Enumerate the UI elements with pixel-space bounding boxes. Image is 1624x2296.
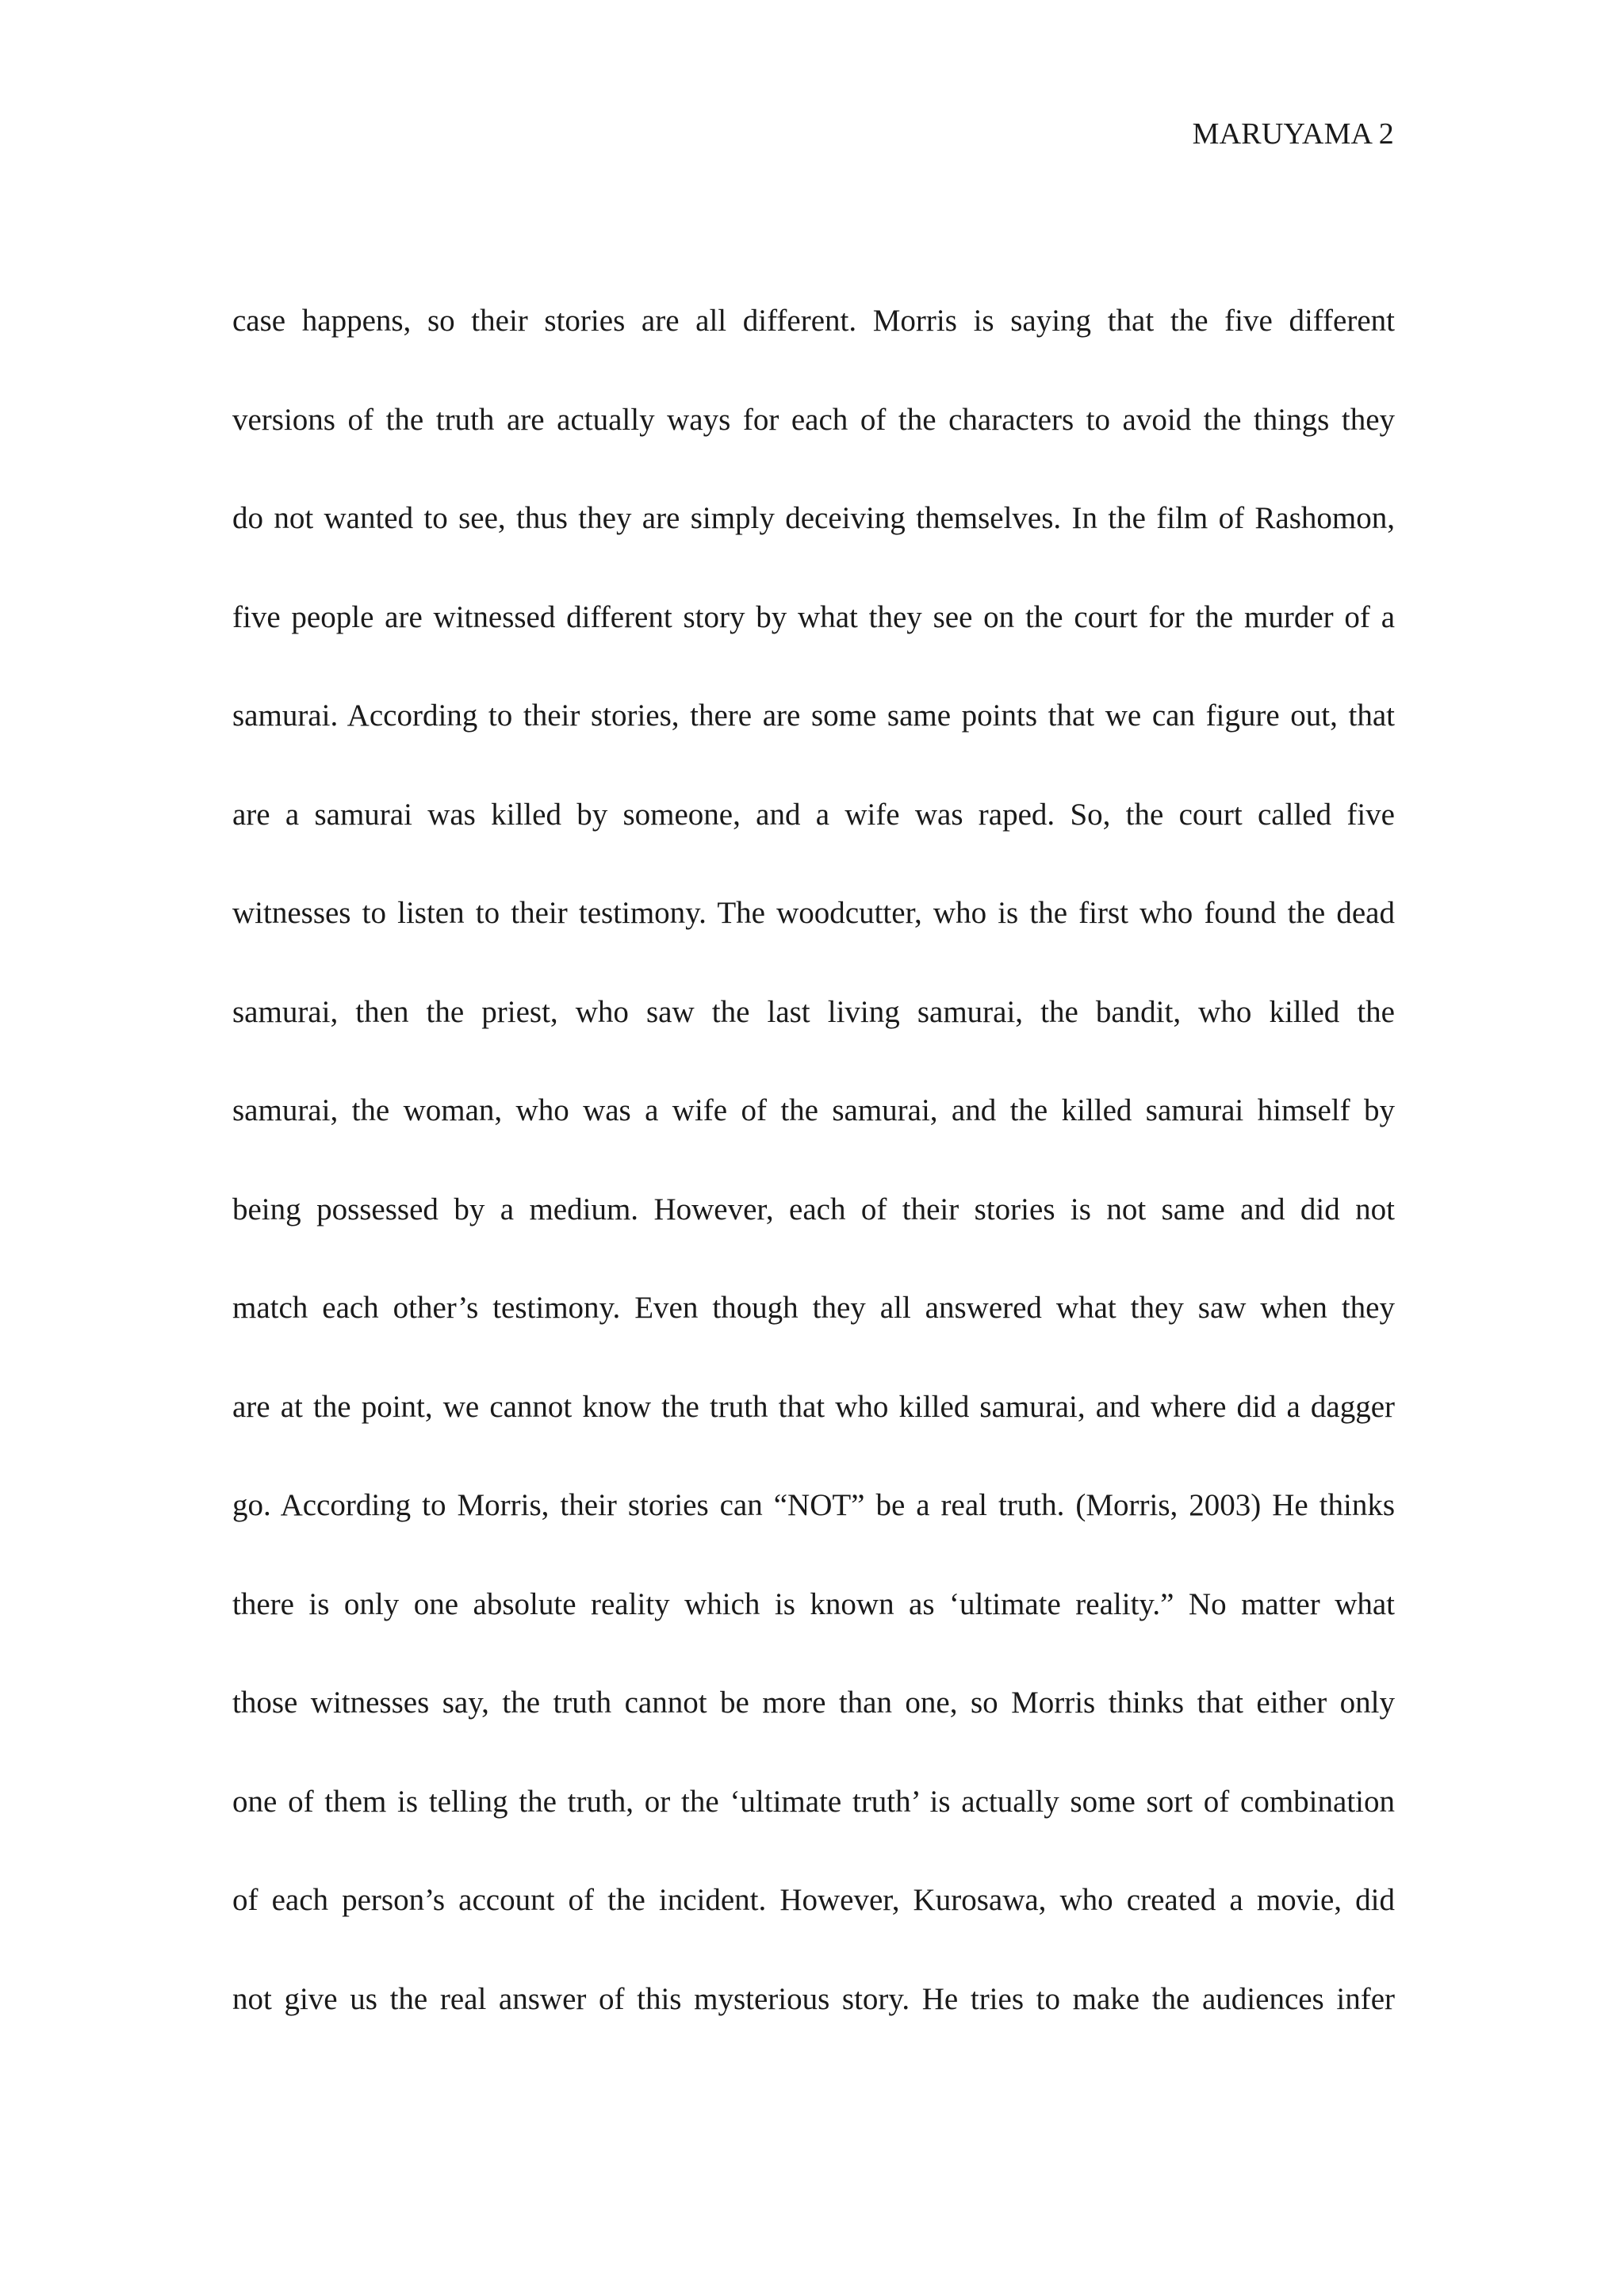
text-line: case happens, so their stories are all different. Morris is saying that the five different [232,304,1395,338]
text-line: those witnesses say, the truth cannot be more than one, so Morris thinks that either only [232,1686,1395,1720]
text-line: samurai. According to their stories, there are some same points that we can figure out, that [232,698,1395,733]
text-line: one of them is telling the truth, or the ‘ultimate truth’ is actually some sort of combination [232,1784,1395,1819]
text-line: versions of the truth are actually ways for each of the characters to avoid the things they [232,402,1395,437]
text-line: samurai, then the priest, who saw the last living samurai, the bandit, who killed the [232,994,1395,1029]
text-line: samurai, the woman, who was a wife of the samurai, and the killed samurai himself by [232,1093,1395,1127]
body-paragraph [232,297,1395,2074]
text-line: do not wanted to see, thus they are simply deceiving themselves. In the film of Rashomon, [232,501,1395,535]
text-line: five people are witnessed different story by what they see on the court for the murder of a [232,599,1395,634]
text-line: of each person’s account of the incident. However, Kurosawa, who created a movie, did [232,1883,1395,1917]
text-line: are at the point, we cannot know the truth that who killed samurai, and where did a dagger [232,1389,1395,1424]
text-line: go. According to Morris, their stories can “NOT” be a real truth. (Morris, 2003) He thinks [232,1488,1395,1522]
text-line: witnesses to listen to their testimony. The woodcutter, who is the first who found the dead [232,896,1395,930]
text-line: match each other’s testimony. Even though they all answered what they saw when they [232,1291,1395,1325]
text-line: are a samurai was killed by someone, and a wife was raped. So, the court called five [232,797,1395,832]
text-line: there is only one absolute reality which is known as ‘ultimate reality.” No matter what [232,1586,1395,1621]
running-head: MARUYAMA 2 [1192,117,1394,151]
text-line: not give us the real answer of this mysterious story. He tries to make the audiences infer [232,1981,1395,2016]
text-line: being possessed by a medium. However, each of their stories is not same and did not [232,1192,1395,1226]
